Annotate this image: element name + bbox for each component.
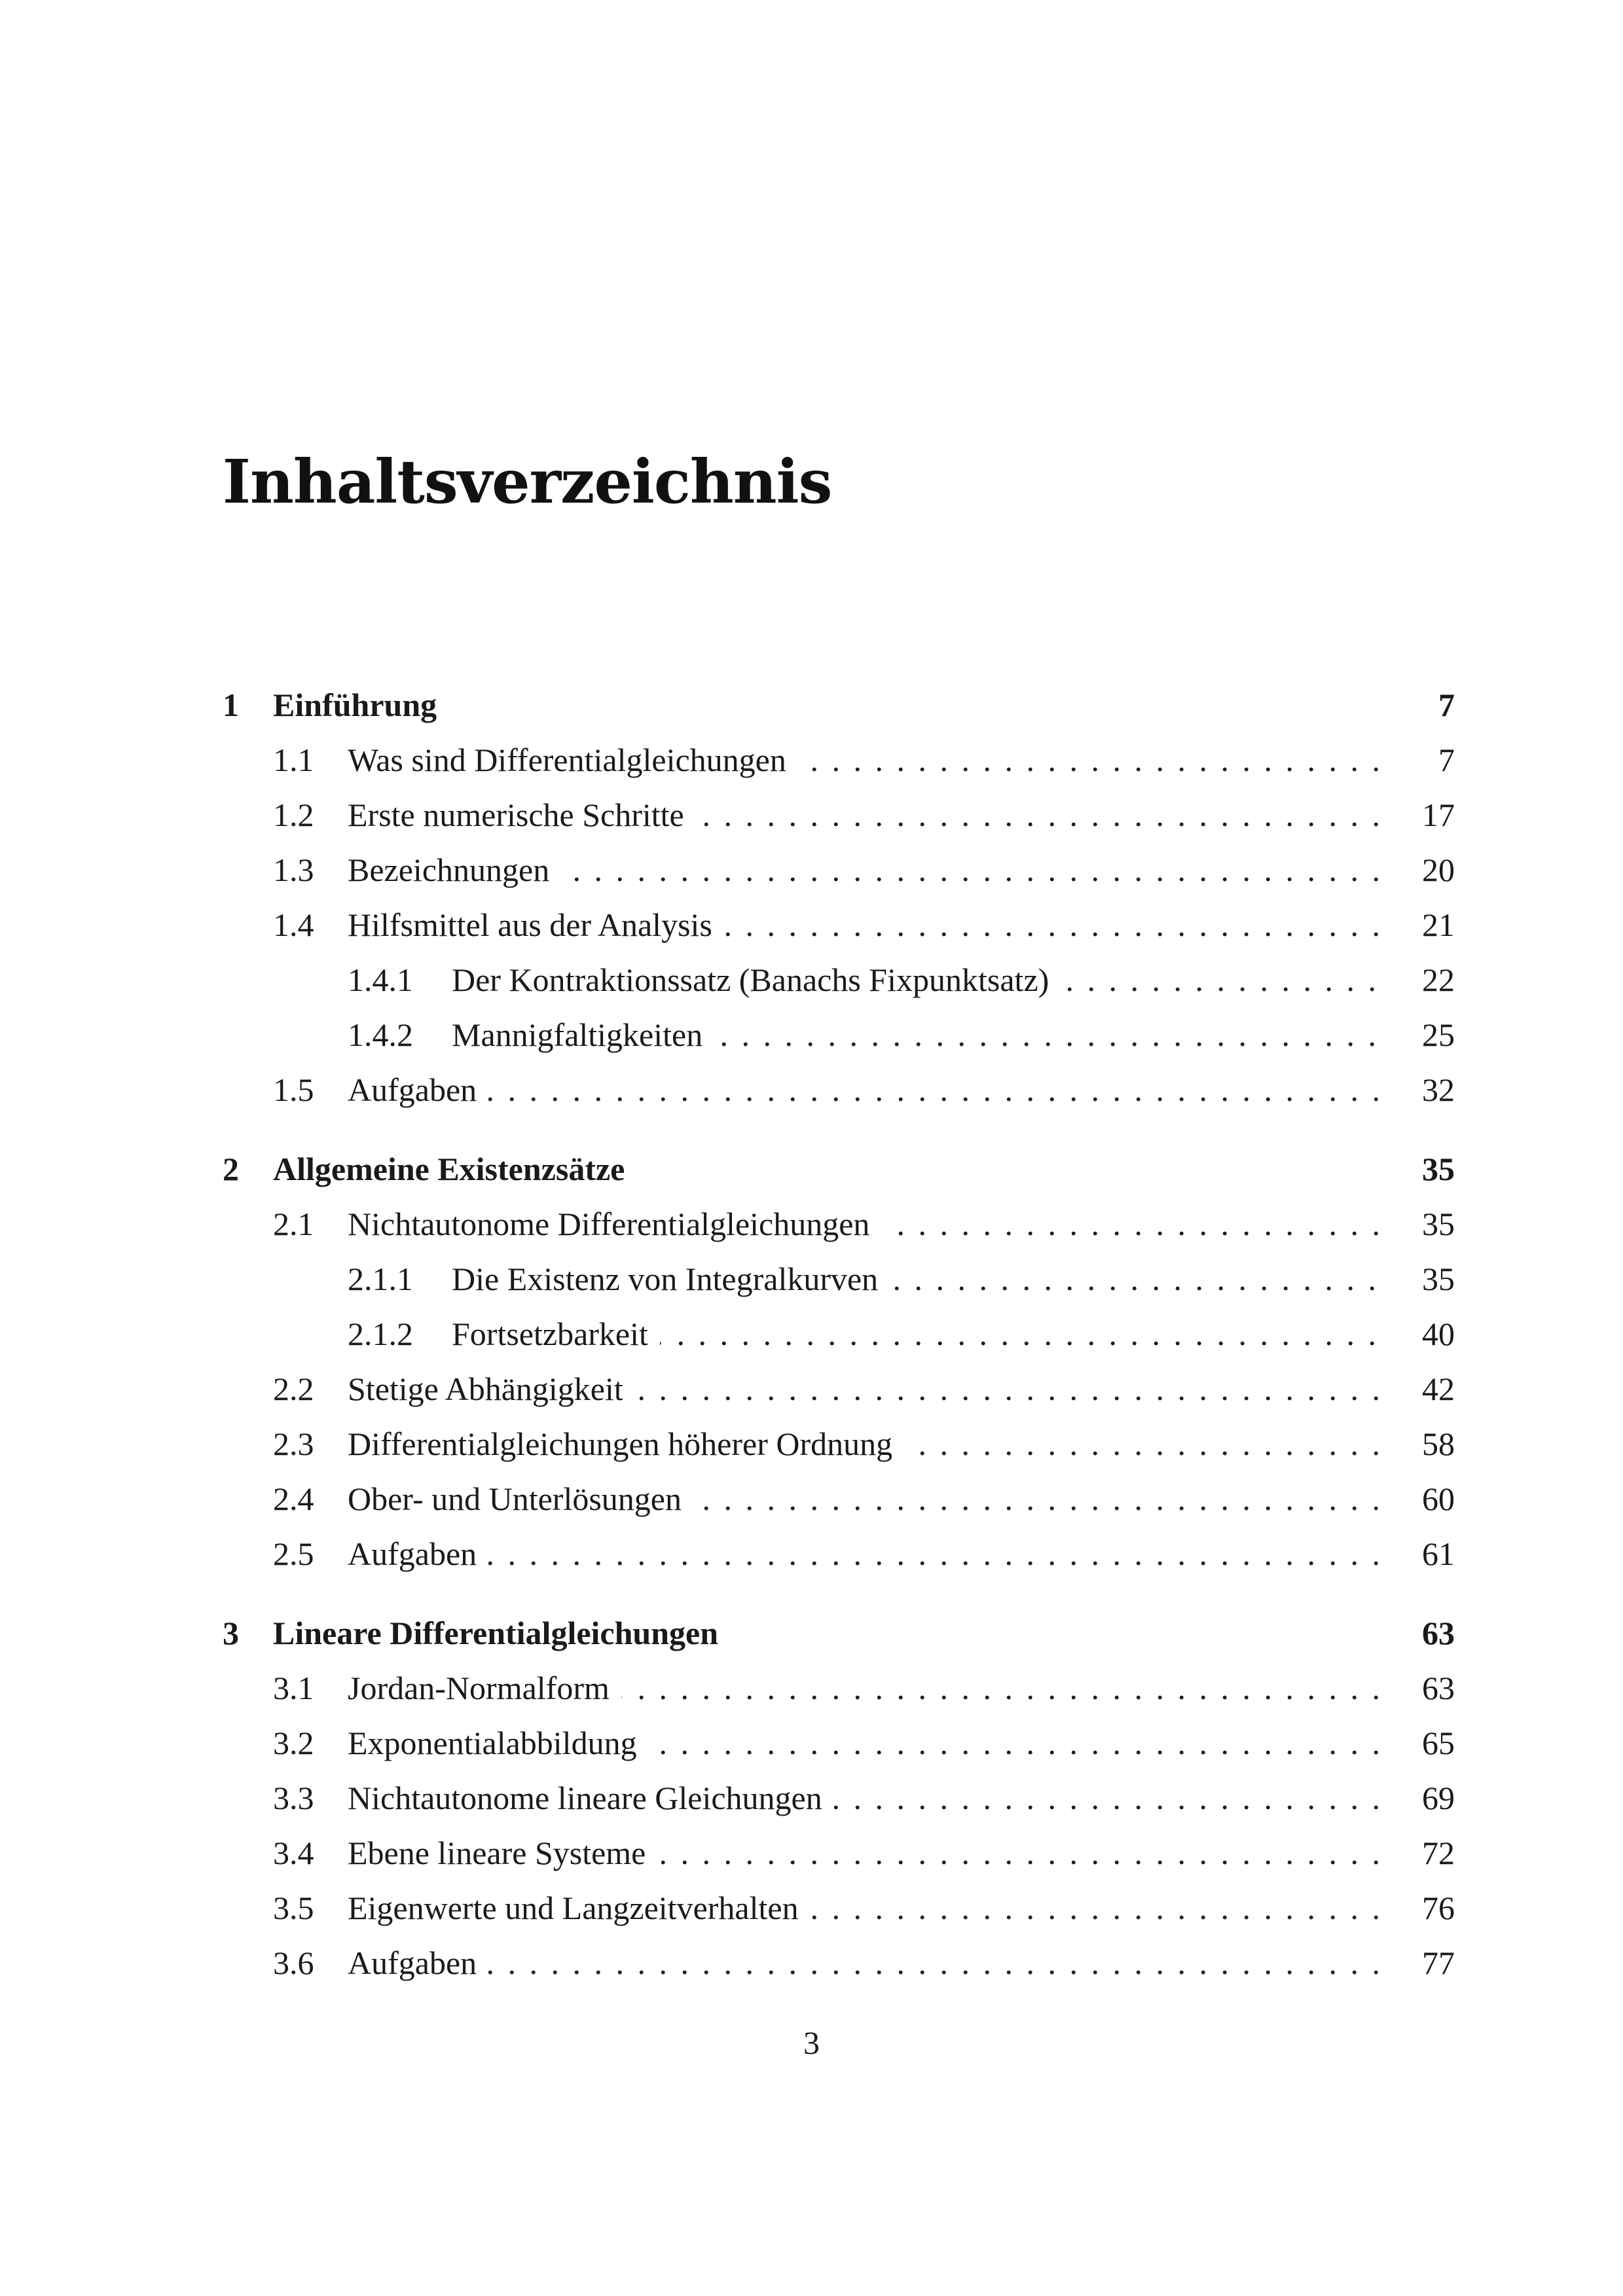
subsection-page-number: 25 — [1415, 1007, 1455, 1062]
section-title-text: Eigenwerte und Langzeitverhalten — [348, 1890, 811, 1926]
section-title-text: Exponentialabbildung — [348, 1725, 649, 1761]
chapter-page-number: 63 — [1415, 1605, 1455, 1660]
section-number: 2.4 — [273, 1480, 314, 1517]
section-number: 3.6 — [273, 1945, 314, 1981]
subsection-title — [452, 1251, 1386, 1306]
section-title — [348, 1471, 1386, 1526]
section-number: 3.3 — [273, 1780, 314, 1816]
section-title — [348, 897, 1386, 952]
section-page-number: 32 — [1415, 1062, 1455, 1117]
toc-section-row[interactable] — [223, 1660, 1455, 1715]
subsection-page-number: 40 — [1415, 1306, 1455, 1361]
subsection-number: 1.4.2 — [348, 1016, 413, 1053]
section-title — [348, 1935, 1386, 1990]
chapter-number: 1 — [223, 687, 239, 723]
subsection-page-number: 22 — [1415, 952, 1455, 1007]
section-title-text: Ober- und Unterlösungen — [348, 1480, 693, 1517]
toc-section-row[interactable] — [223, 1196, 1455, 1251]
subsection-title — [452, 1007, 1386, 1062]
subsection-page-number: 35 — [1415, 1251, 1455, 1306]
section-page-number: 77 — [1415, 1935, 1455, 1990]
section-title — [348, 732, 1386, 787]
toc-section-row[interactable] — [223, 1770, 1455, 1825]
section-number: 1.3 — [273, 852, 314, 888]
section-title — [348, 1715, 1386, 1770]
chapter-title: Einführung — [273, 687, 437, 723]
chapter-3 — [223, 1605, 1455, 1990]
subsection-title-text: Mannigfaltigkeiten — [452, 1016, 714, 1053]
section-title-text: Bezeichnungen — [348, 852, 561, 888]
toc-section-row[interactable] — [223, 1715, 1455, 1770]
section-title — [348, 1361, 1386, 1416]
section-page-number: 60 — [1415, 1471, 1455, 1526]
section-page-number: 58 — [1415, 1416, 1455, 1471]
section-title-text: Erste numerische Schritte — [348, 797, 696, 833]
toc-section-row[interactable] — [223, 1880, 1455, 1935]
section-page-number: 20 — [1415, 842, 1455, 897]
section-title — [348, 1196, 1386, 1251]
section-title — [348, 842, 1386, 897]
chapter-page-number: 35 — [1415, 1141, 1455, 1196]
toc-section-row[interactable] — [223, 842, 1455, 897]
toc-section-row[interactable] — [223, 1416, 1455, 1471]
section-page-number: 35 — [1415, 1196, 1455, 1251]
section-number: 3.1 — [273, 1670, 314, 1706]
table-of-contents — [223, 677, 1455, 2015]
toc-subsection-row[interactable] — [223, 1251, 1455, 1306]
toc-section-row[interactable] — [223, 1062, 1455, 1117]
section-page-number: 42 — [1415, 1361, 1455, 1416]
toc-subsection-row[interactable] — [223, 1007, 1455, 1062]
section-title — [348, 1825, 1386, 1880]
section-number: 3.5 — [273, 1890, 314, 1926]
toc-section-row[interactable] — [223, 1935, 1455, 1990]
section-title-text: Nichtautonome Differentialgleichungen — [348, 1206, 881, 1242]
section-number: 2.1 — [273, 1206, 314, 1242]
subsection-title — [452, 952, 1386, 1007]
section-number: 2.2 — [273, 1371, 314, 1407]
section-number: 1.4 — [273, 906, 314, 943]
section-title-text: Aufgaben — [348, 1071, 488, 1108]
section-page-number: 63 — [1415, 1660, 1455, 1715]
section-title — [348, 1770, 1386, 1825]
toc-section-row[interactable] — [223, 1825, 1455, 1880]
section-number: 1.2 — [273, 797, 314, 833]
section-number: 2.5 — [273, 1535, 314, 1572]
section-title — [348, 1416, 1386, 1471]
section-page-number: 72 — [1415, 1825, 1455, 1880]
chapter-1 — [223, 677, 1455, 1117]
section-number: 3.4 — [273, 1835, 314, 1871]
toc-chapter-row[interactable] — [223, 1141, 1455, 1196]
section-title — [348, 1062, 1386, 1117]
section-page-number: 61 — [1415, 1526, 1455, 1581]
subsection-number: 1.4.1 — [348, 961, 413, 998]
section-number: 1.5 — [273, 1071, 314, 1108]
section-title-text: Ebene lineare Systeme — [348, 1835, 657, 1871]
toc-chapter-row[interactable] — [223, 677, 1455, 732]
section-title-text: Stetige Abhängigkeit — [348, 1371, 635, 1407]
toc-section-row[interactable] — [223, 1526, 1455, 1581]
chapter-number: 3 — [223, 1615, 239, 1651]
toc-section-row[interactable] — [223, 732, 1455, 787]
chapter-title: Lineare Differentialgleichungen — [273, 1615, 719, 1651]
page-title: Inhaltsverzeichnis — [223, 446, 832, 517]
chapter-title: Allgemeine Existenzsätze — [273, 1151, 625, 1187]
section-page-number: 65 — [1415, 1715, 1455, 1770]
subsection-title-text: Fortsetzbarkeit — [452, 1316, 660, 1352]
chapter-number: 2 — [223, 1151, 239, 1187]
chapter-page-number: 7 — [1432, 677, 1455, 732]
toc-section-row[interactable] — [223, 1361, 1455, 1416]
section-page-number: 69 — [1415, 1770, 1455, 1825]
toc-subsection-row[interactable] — [223, 952, 1455, 1007]
section-title-text: Differentialgleichungen höherer Ordnung — [348, 1426, 904, 1462]
toc-section-row[interactable] — [223, 897, 1455, 952]
section-title-text: Hilfsmittel aus der Analysis — [348, 906, 724, 943]
section-page-number: 7 — [1432, 732, 1455, 787]
section-page-number: 76 — [1415, 1880, 1455, 1935]
toc-chapter-row[interactable] — [223, 1605, 1455, 1660]
section-title — [348, 787, 1386, 842]
section-title-text: Nichtautonome lineare Gleichungen — [348, 1780, 834, 1816]
section-title-text: Was sind Differentialgleichungen — [348, 742, 798, 778]
section-number: 2.3 — [273, 1426, 314, 1462]
section-page-number: 21 — [1415, 897, 1455, 952]
subsection-number: 2.1.2 — [348, 1316, 413, 1352]
section-page-number: 17 — [1415, 787, 1455, 842]
subsection-title — [452, 1306, 1386, 1361]
subsection-title-text: Die Existenz von Integralkurven — [452, 1261, 890, 1297]
section-title-text: Aufgaben — [348, 1945, 488, 1981]
section-title — [348, 1660, 1386, 1715]
chapter-2 — [223, 1141, 1455, 1581]
section-title — [348, 1880, 1386, 1935]
toc-section-row[interactable] — [223, 787, 1455, 842]
page-number-footer: 3 — [803, 2024, 820, 2061]
toc-subsection-row[interactable] — [223, 1306, 1455, 1361]
section-title — [348, 1526, 1386, 1581]
section-number: 3.2 — [273, 1725, 314, 1761]
section-title-text: Aufgaben — [348, 1535, 488, 1572]
toc-section-row[interactable] — [223, 1471, 1455, 1526]
section-title-text: Jordan-Normalform — [348, 1670, 621, 1706]
subsection-number: 2.1.1 — [348, 1261, 413, 1297]
subsection-title-text: Der Kontraktionssatz (Banachs Fixpunktsatz) — [452, 961, 1061, 998]
section-number: 1.1 — [273, 742, 314, 778]
